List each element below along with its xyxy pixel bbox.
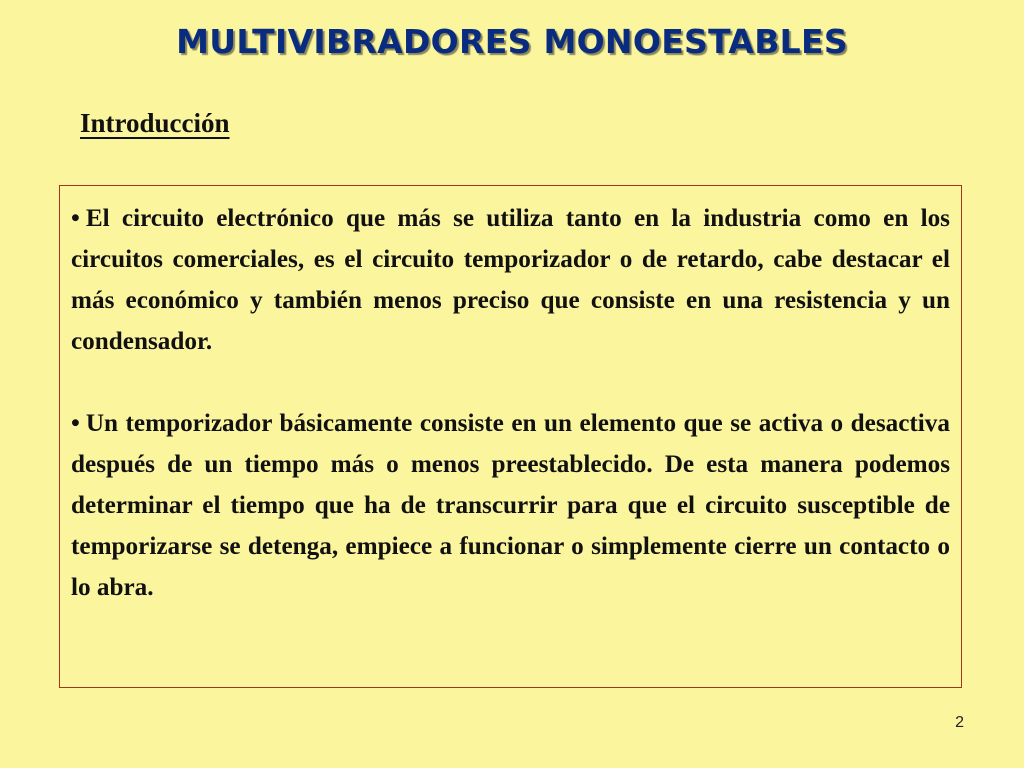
bullet-text-1: El circuito electrónico que más se utiliza tanto en la industria como en los circuitos comerciales, es el circuito temporizador o de retardo, cabe destacar el más económico y también menos preciso que consiste en una resistencia y un condensador. [71, 205, 950, 355]
bullet-paragraph-2 [71, 403, 950, 608]
page-number: 2 [955, 714, 964, 731]
section-heading: Introducción [80, 108, 230, 138]
content-box [59, 185, 962, 688]
slide-title: MULTIVIBRADORES MONOESTABLES [176, 22, 848, 61]
bullet-icon: • [71, 205, 80, 232]
bullet-text-2: Un temporizador básicamente consiste en un elemento que se activa o desactiva después de un tiempo más o menos preestablecido. De esta manera podemos determinar el tiempo que ha de transcurrir para que el circuito susceptible de temporizarse se detenga, empiece a funcionar o simplemente cierre un contacto o lo abra. [71, 410, 950, 601]
bullet-icon: • [71, 410, 80, 437]
bullet-paragraph-1 [71, 198, 950, 362]
